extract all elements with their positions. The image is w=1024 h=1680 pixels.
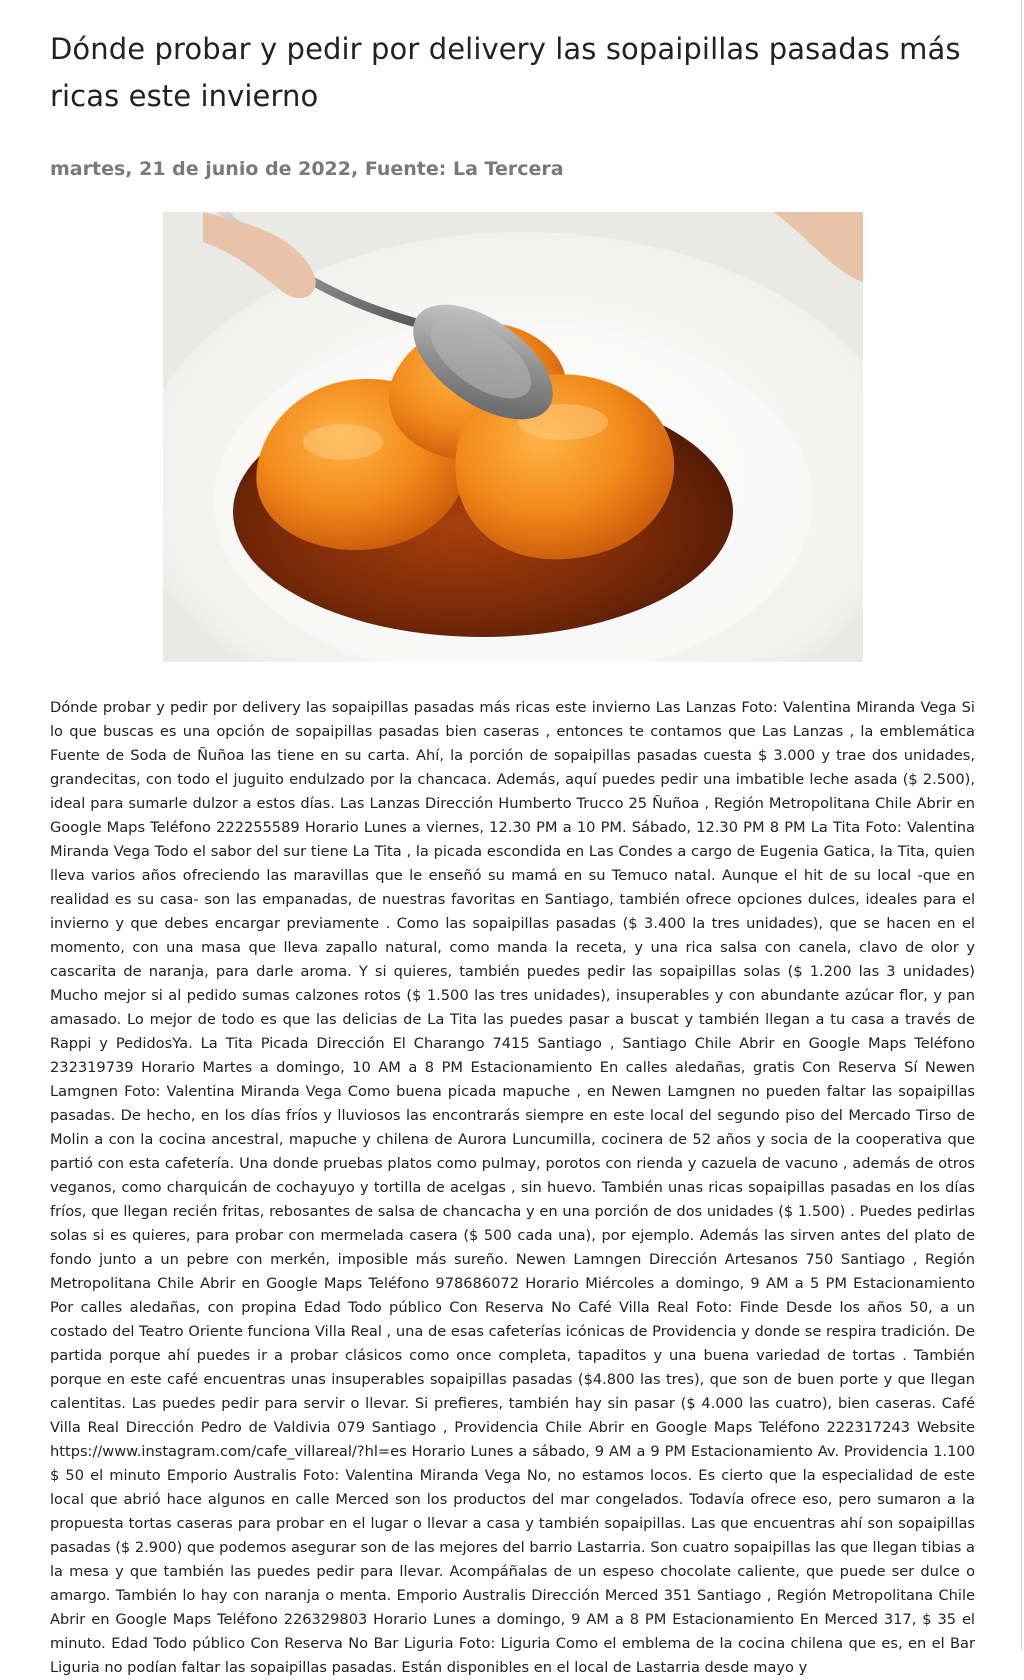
hero-figure — [50, 212, 975, 662]
article-body: Dónde probar y pedir por delivery las sopaipillas pasadas más ricas este invierno Las Lanzas Foto: Valentina Miranda Vega Si lo que buscas es una opción de sopaipillas pasadas bien caseras , entonces te contamos que Las Lanzas , la emblemática Fuente de Soda de Ñuñoa las tiene en su carta. Ahí, la porción de sopaipillas pasadas cuesta $ 3.000 y trae dos unidades, grandecitas, con todo el juguito endulzado por la chancaca. Además, aquí puedes pedir una imbatible leche asada ($ 2.500), ideal para sumarle dulzor a estos días. Las Lanzas Dirección Humberto Trucco 25 Ñuñoa , Región Metropolitana Chile Abrir en Google Maps Teléfono 222255589 Horario Lunes a viernes, 12.30 PM a 10 PM. Sábado, 12.30 PM 8 PM La Tita Foto: Valentina Miranda Vega Todo el sabor del sur tiene La Tita , la picada escondida en Las Condes a cargo de Eugenia Gatica, la Tita, quien lleva varios años ofreciendo las maravillas que le enseñó su mamá en su Temuco natal. Aunque el hit de su local -que en realidad es su casa- son las empanadas, de nuestras favoritas en Santiago, también ofrece opciones dulces, ideales para el invierno y que debes encargar previamente . Como las sopaipillas pasadas ($ 3.400 la tres unidades), que se hacen en el momento, con una masa que lleva zapallo natural, como manda la receta, y una rica salsa con canela, clavo de olor y cascarita de naranja, para darle aroma. Y si quieres, también puedes pedir las sopaipillas solas ($ 1.200 las 3 unidades) Mucho mejor si al pedido sumas calzones rotos ($ 1.500 las tres unidades), insuperables y con abundante azúcar flor, y pan amasado. Lo mejor de todo es que las delicias de La Tita las puedes pasar a buscat y también llegan a tu casa a través de Rappi y PedidosYa. La Tita Picada Dirección El Charango 7415 Santiago , Santiago Chile Abrir en Google Maps Teléfono 232319739 Horario Martes a domingo, 10 AM a 8 PM Estacionamiento En calles aledañas, gratis Con Reserva Sí Newen Lamgnen Foto: Valentina Miranda Vega Como buena picada mapuche , en Newen Lamgnen no pueden faltar las sopaipillas pasadas. De hecho, en los días fríos y lluviosos las encontrarás siempre en este local del segundo piso del Mercado Tirso de Molin a con la cocina ancestral, mapuche y chilena de Aurora Luncumilla, cocinera de 52 años y socia de la cooperativa que partió con esta cafetería. Una donde pruebas platos como pulmay, porotos con rienda y cazuela de vacuno , además de otros veganos, como charquicán de cochayuyo y tortilla de acelgas , sin huevo. También unas ricas sopaipillas pasadas en los días fríos, que llegan recién fritas, rebosantes de salsa de chancacha y en una porción de dos unidades ($ 1.500) . Puedes pedirlas solas si es quieres, para probar con mermelada casera ($ 500 cada una), por ejemplo. Además las sirven antes del plato de fondo junto a un pebre con merkén, imposible más sureño. Newen Lamngen Dirección Artesanos 750 Santiago , Región Metropolitana Chile Abrir en Google Maps Teléfono 978686072 Horario Miércoles a domingo, 9 AM a 5 PM Estacionamiento Por calles aledañas, con propina Edad Todo público Con Reserva No Café Villa Real Foto: Finde Desde los años 50, a un costado del Teatro Oriente funciona Villa Real , una de esas cafeterías icónicas de Providencia y donde se respira tradición. De partida porque ahí puedes ir a probar clásicos como once completa, tapaditos y una buena variedad de tortas . También porque en este café encuentras unas insuperables sopaipillas pasadas ($4.800 las tres), que son de buen porte y que llegan calentitas. Las puedes pedir para servir o llevar. Si prefieres, también hay sin pasar ($ 4.000 las cuatro), bien caseras. Café Villa Real Dirección Pedro de Valdivia 079 Santiago , Providencia Chile Abrir en Google Maps Teléfono 222317243 Website https://www.instagram.com/cafe_villareal/?hl=es Horario Lunes a sábado, 9 AM a 9 PM Estacionamiento Av. Providencia 1.100 $ 50 el minuto Emporio Australis Foto: Valentina Miranda Vega No, no estamos locos. Es cierto que la especialidad de este local que abrió hace algunos en calle Merced son los productos del mar congelados. Todavía ofrece eso, pero sumaron a la propuesta tortas caseras para probar en el lugar o llevar a casa y también sopaipillas. Las que encuentras ahí son sopaipillas pasadas ($ 2.900) que podemos asegurar son de las mejores del barrio Lastarria. Son cuatro sopaipillas las que llegan tibias a la mesa y que también las puedes pedir para llevar. Acompáñalas de un espeso chocolate caliente, que puede ser dulce o amargo. También lo hay con naranja o menta. Emporio Australis Dirección Merced 351 Santiago , Región Metropolitana Chile Abrir en Google Maps Teléfono 226329803 Horario Lunes a domingo, 9 AM a 8 PM Estacionamiento En Merced 317, $ 35 el minuto. Edad Todo público Con Reserva No Bar Liguria Foto: Liguria Como el emblema de la cocina chilena que es, en el Bar Liguria no podían faltar las sopaipillas pasadas. Están disponibles en el local de Lastarria desde mayo y — [50, 699, 975, 1676]
sopaipillas-illustration — [163, 212, 863, 662]
article — [50, 26, 975, 1680]
sopaipillas-photo — [163, 212, 863, 662]
article-meta: martes, 21 de junio de 2022, Fuente: La Tercera — [50, 158, 564, 180]
article-title: Dónde probar y pedir por delivery las sopaipillas pasadas más ricas este invierno — [50, 32, 961, 113]
